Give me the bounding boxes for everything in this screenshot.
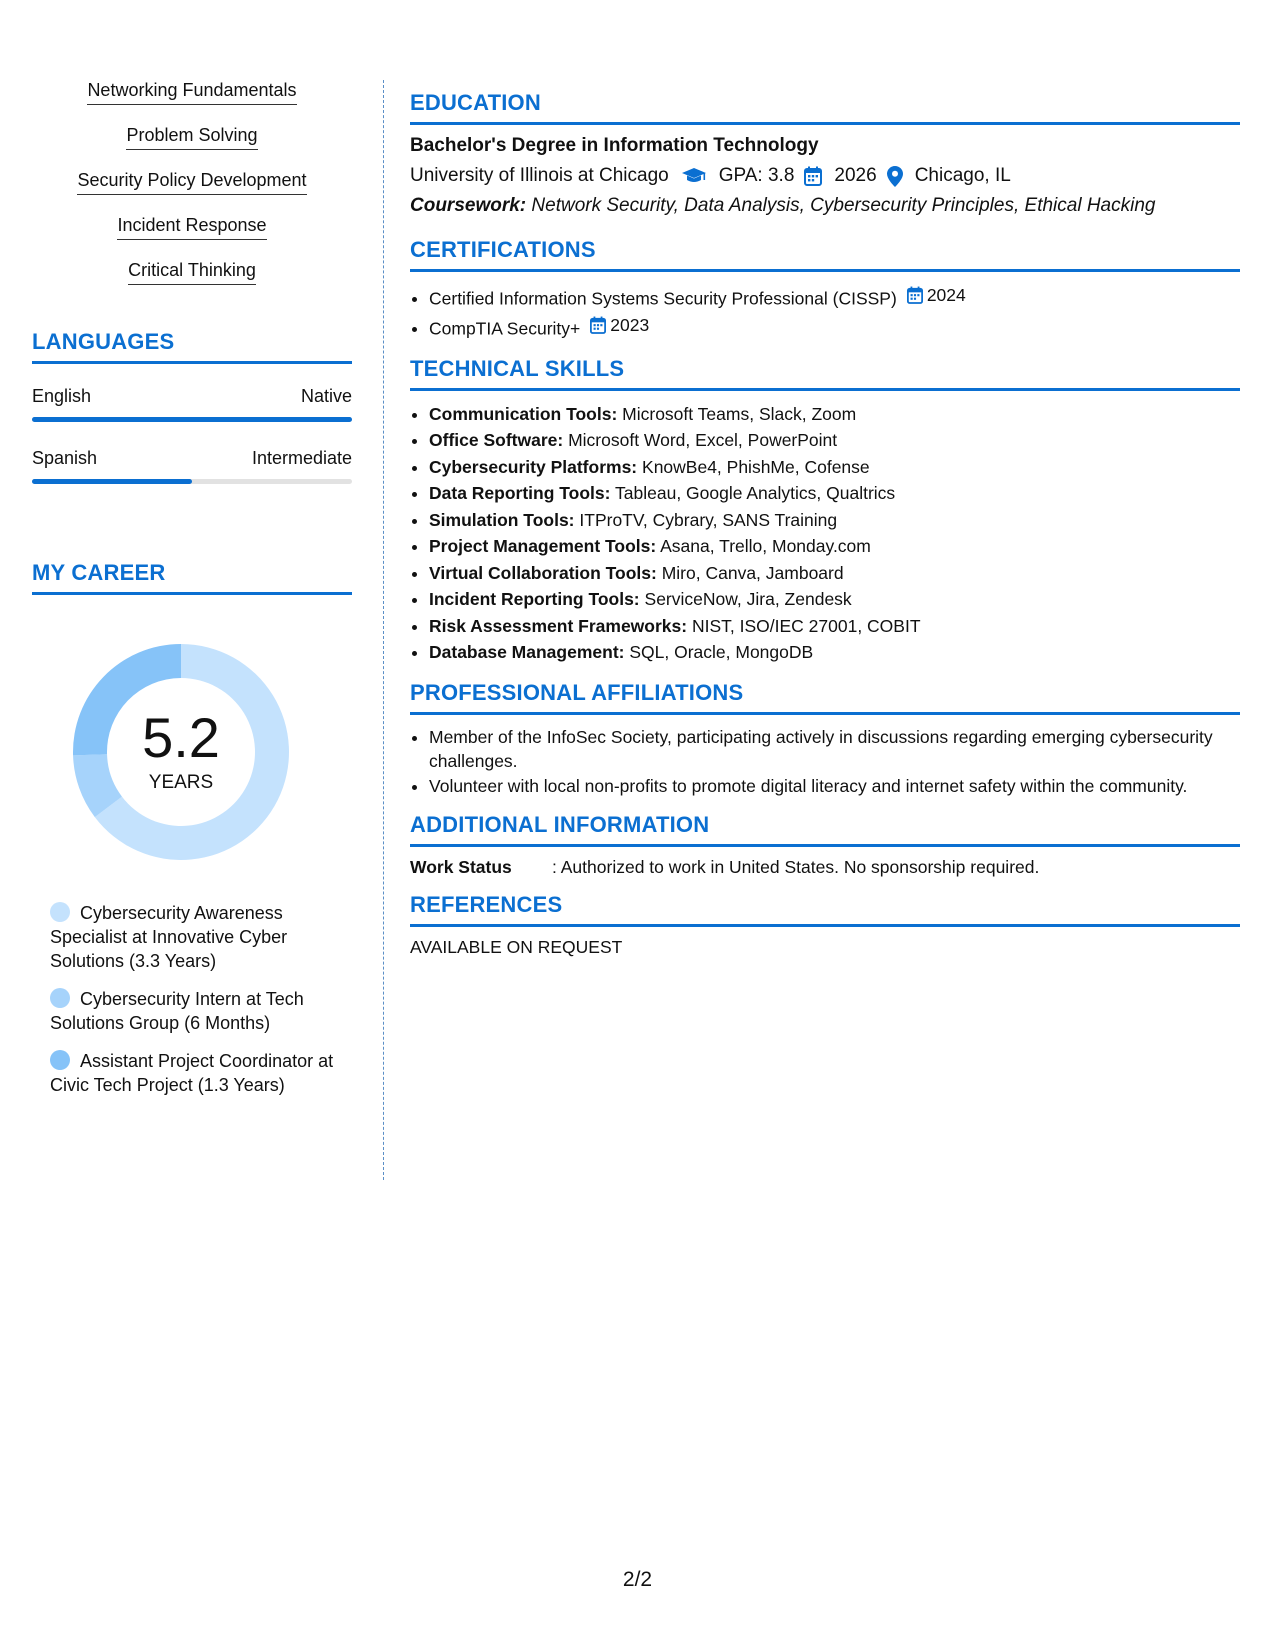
language-name: English [32, 386, 92, 406]
legend-item: Assistant Project Coordinator at Civic Tech Project (1.3 Years) [50, 1051, 334, 1095]
coursework-list: Network Security, Data Analysis, Cybersecurity Principles, Ethical Hacking [531, 195, 1156, 216]
degree-title: Bachelor's Degree in Information Technology [410, 135, 819, 156]
affiliations-list [410, 725, 1240, 799]
skill-item: Incident Response [32, 215, 352, 240]
career-heading: MY CAREER [32, 560, 352, 595]
tech-skill-item: • Cybersecurity Platforms: KnowBe4, PhishMe, Cofense [429, 454, 1240, 481]
tech-skill-item: • Incident Reporting Tools: ServiceNow, Jira, Zendesk [429, 586, 1240, 613]
calendar-icon [907, 286, 923, 304]
gpa: GPA: 3.8 [718, 165, 795, 186]
tech-skill-item: • Communication Tools: Microsoft Teams, Slack, Zoom [429, 401, 1240, 428]
language-english [32, 386, 352, 422]
technical-skills-section [410, 356, 1240, 666]
tech-skill-item: • Project Management Tools: Asana, Trello, Monday.com [429, 533, 1240, 560]
certifications-list [410, 282, 1240, 342]
graduation-year: 2026 [834, 165, 877, 186]
right-column [410, 90, 1240, 972]
certification-item: • CompTIA Security+ 2023 [429, 312, 1240, 342]
language-bar [32, 417, 352, 422]
tech-skill-item: • Virtual Collaboration Tools: Miro, Canva, Jamboard [429, 560, 1240, 587]
calendar-icon [804, 166, 822, 186]
career-total-years: 5.2 [142, 706, 220, 769]
location-pin-icon [887, 166, 903, 187]
certifications-section [410, 237, 1240, 342]
work-status-label: Work Status [410, 857, 512, 877]
skills-list [32, 80, 352, 285]
language-name: Spanish [32, 448, 98, 468]
tech-skill-item: • Risk Assessment Frameworks: NIST, ISO/IEC 27001, COBIT [429, 613, 1240, 640]
affiliation-item: • Member of the InfoSec Society, participating actively in discussions regarding emerging cybersecurity challenges. [429, 725, 1240, 774]
tech-skill-item: • Office Software: Microsoft Word, Excel, PowerPoint [429, 427, 1240, 454]
tech-skill-item: • Database Management: SQL, Oracle, MongoDB [429, 639, 1240, 666]
career-total-unit: YEARS [148, 772, 214, 793]
certification-year: 2024 [926, 285, 966, 305]
career-legend [50, 901, 340, 1097]
language-bar-fill [32, 479, 192, 484]
language-spanish [32, 448, 352, 484]
references-section [410, 892, 1240, 958]
references-heading: REFERENCES [410, 892, 1240, 927]
technical-skills-heading: TECHNICAL SKILLS [410, 356, 1240, 391]
legend-item: Cybersecurity Awareness Specialist at Innovative Cyber Solutions (3.3 Years) [50, 903, 288, 971]
legend-dot [50, 902, 70, 922]
left-column [32, 80, 352, 1111]
languages-heading: LANGUAGES [32, 329, 352, 364]
legend-dot [50, 988, 70, 1008]
certification-item: • Certified Information Systems Security Professional (CISSP) 2024 [429, 282, 1240, 312]
language-level: Native [300, 386, 352, 406]
education-heading: EDUCATION [410, 90, 1240, 125]
skill-item: Critical Thinking [32, 260, 352, 285]
legend-dot [50, 1050, 70, 1070]
legend-item: Cybersecurity Intern at Tech Solutions Group (6 Months) [50, 989, 304, 1033]
tech-skill-item: • Data Reporting Tools: Tableau, Google Analytics, Qualtrics [429, 480, 1240, 507]
calendar-icon [590, 316, 606, 334]
career-donut-chart [66, 637, 296, 867]
skill-item: Problem Solving [32, 125, 352, 150]
language-bar-fill [32, 417, 352, 422]
skill-item: Security Policy Development [32, 170, 352, 195]
language-level: Intermediate [251, 448, 352, 468]
coursework [410, 195, 1240, 217]
coursework-label: Coursework: [410, 195, 527, 216]
graduation-cap-icon [681, 167, 707, 185]
certifications-heading: CERTIFICATIONS [410, 237, 1240, 272]
skill-item: Networking Fundamentals [32, 80, 352, 105]
additional-info-heading: ADDITIONAL INFORMATION [410, 812, 1240, 847]
work-status-value: : Authorized to work in United States. No sponsorship required. [552, 857, 1040, 877]
technical-skills-list [410, 401, 1240, 666]
school-name: University of Illinois at Chicago [410, 165, 669, 186]
affiliation-item: • Volunteer with local non-profits to promote digital literacy and internet safety within the community. [429, 774, 1240, 799]
language-bar [32, 479, 352, 484]
school-location: Chicago, IL [914, 165, 1011, 186]
affiliations-heading: PROFESSIONAL AFFILIATIONS [410, 680, 1240, 715]
work-status-row [410, 857, 1240, 878]
references-text: AVAILABLE ON REQUEST [410, 937, 623, 957]
tech-skill-item: • Simulation Tools: ITProTV, Cybrary, SANS Training [429, 507, 1240, 534]
affiliations-section [410, 680, 1240, 799]
page-number: 2/2 [622, 1568, 653, 1591]
certification-year: 2023 [610, 314, 650, 335]
column-divider [383, 80, 384, 1180]
education-section [410, 90, 1240, 217]
education-meta [410, 165, 1240, 187]
additional-info-section [410, 812, 1240, 878]
